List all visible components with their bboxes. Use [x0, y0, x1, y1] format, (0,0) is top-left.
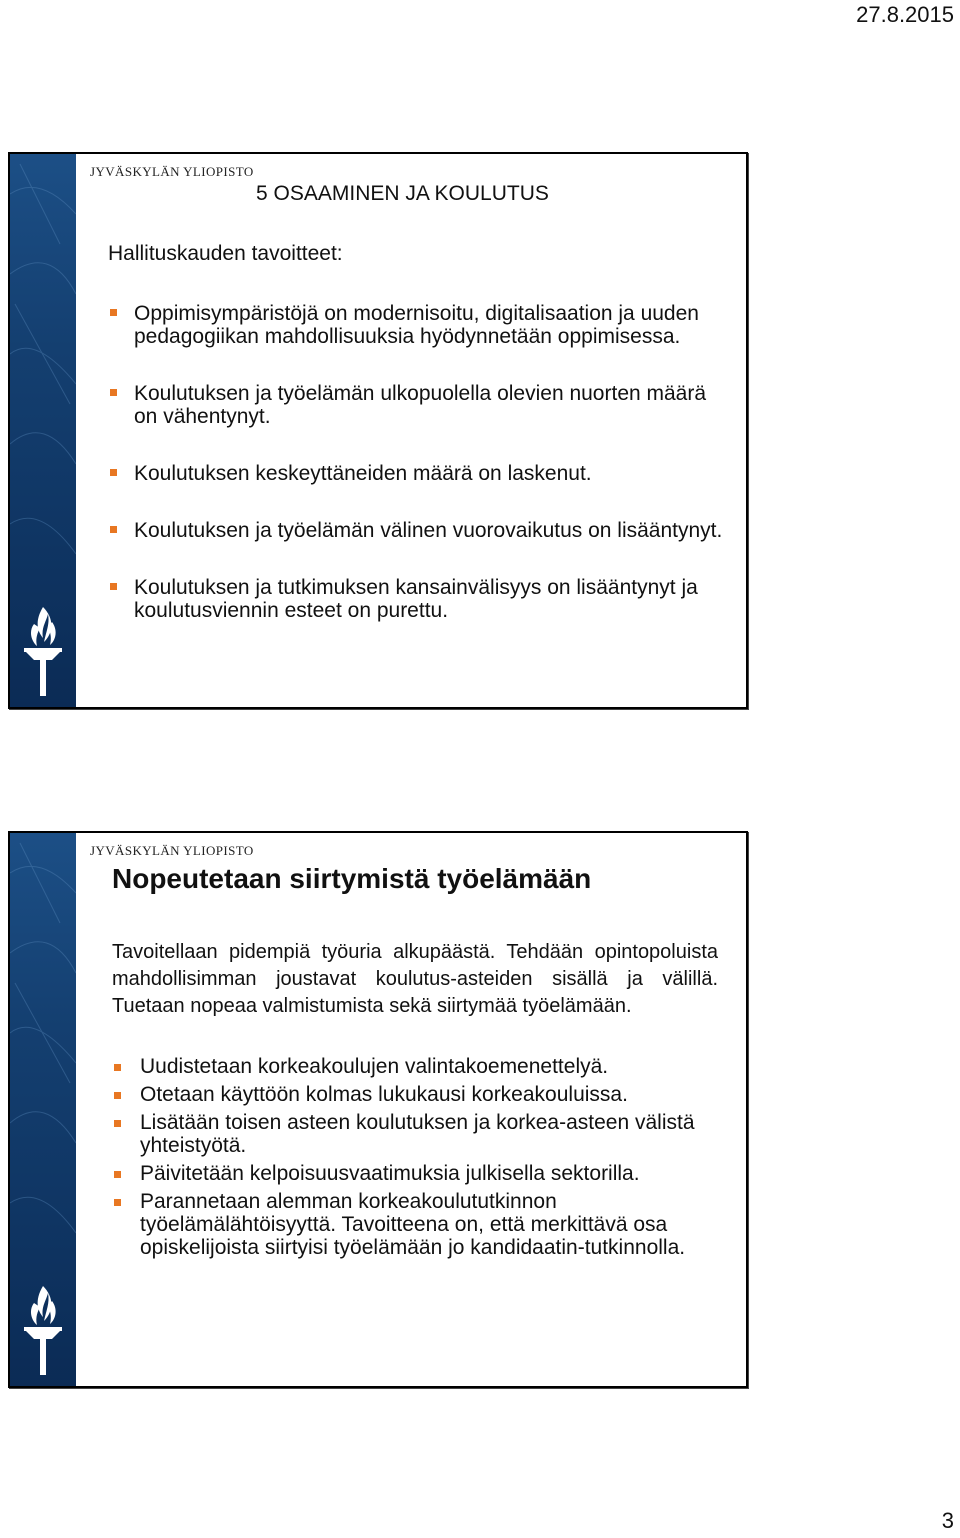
slide-title: 5 OSAAMINEN JA KOULUTUS: [256, 182, 549, 205]
university-torch-logo-icon: [10, 833, 76, 1386]
list-item: Oppimisympäristöjä on modernisoitu, digitalisaation ja uuden pedagogiikan mahdollisuuksia hyödynnetään oppimisessa.: [108, 302, 728, 348]
page-number: 3: [941, 1508, 954, 1533]
bullet-square-icon: [110, 469, 117, 476]
list-item: Päivitetään kelpoisuusvaatimuksia julkisella sektorilla.: [112, 1162, 718, 1185]
university-name: JYVÄSKYLÄN YLIOPISTO: [90, 164, 254, 179]
bullet-square-icon: [114, 1120, 121, 1127]
slide-title: Nopeutetaan siirtymistä työelämään: [112, 863, 592, 894]
list-item: Koulutuksen ja työelämän ulkopuolella olevien nuorten määrä on vähentynyt.: [108, 382, 728, 428]
intro-paragraph: Tavoitellaan pidempiä työuria alkupäästä. Tehdään opintopoluista mahdollisimman joustavat koulutus-asteiden sisällä ja välillä. Tuetaan nopeaa valmistumista sekä siirtymää työelämään.: [112, 941, 718, 1017]
bullet-square-icon: [114, 1092, 121, 1099]
slide-siirtyminen-tyoelamaan: [8, 831, 748, 1388]
university-name: JYVÄSKYLÄN YLIOPISTO: [90, 843, 254, 858]
slide-subtitle: Hallituskauden tavoitteet:: [108, 242, 343, 265]
university-torch-logo-icon: [10, 154, 76, 707]
slide-osaaminen-koulutus: [8, 152, 748, 709]
bullet-square-icon: [110, 309, 117, 316]
bullet-square-icon: [114, 1171, 121, 1178]
list-item: Uudistetaan korkeakoulujen valintakoemenettelyä.: [112, 1055, 718, 1078]
slide-side-strip: [10, 833, 76, 1386]
slide-side-strip: [10, 154, 76, 707]
list-item: Koulutuksen ja työelämän välinen vuorovaikutus on lisääntynyt.: [108, 519, 728, 542]
list-item: Otetaan käyttöön kolmas lukukausi korkeakouluissa.: [112, 1083, 718, 1106]
bullet-square-icon: [110, 526, 117, 533]
list-item: Koulutuksen keskeyttäneiden määrä on laskenut.: [108, 462, 728, 485]
bullet-square-icon: [110, 389, 117, 396]
page-date: 27.8.2015: [856, 2, 954, 27]
list-item: Koulutuksen ja tutkimuksen kansainvälisyys on lisääntynyt ja koulutusviennin esteet on purettu.: [108, 576, 728, 622]
bullet-square-icon: [114, 1064, 121, 1071]
bullet-square-icon: [110, 583, 117, 590]
list-item: Lisätään toisen asteen koulutuksen ja korkea-asteen välistä yhteistyötä.: [112, 1111, 718, 1157]
bullet-square-icon: [114, 1199, 121, 1206]
actions-list: [112, 1055, 718, 1264]
list-item: Parannetaan alemman korkeakoulututkinnon työelämälähtöisyyttä. Tavoitteena on, että merkittävä osa opiskelijoista siirtyisi työelämään jo kandidaatin-tutkinnolla.: [112, 1190, 718, 1259]
goals-list: [108, 302, 728, 656]
